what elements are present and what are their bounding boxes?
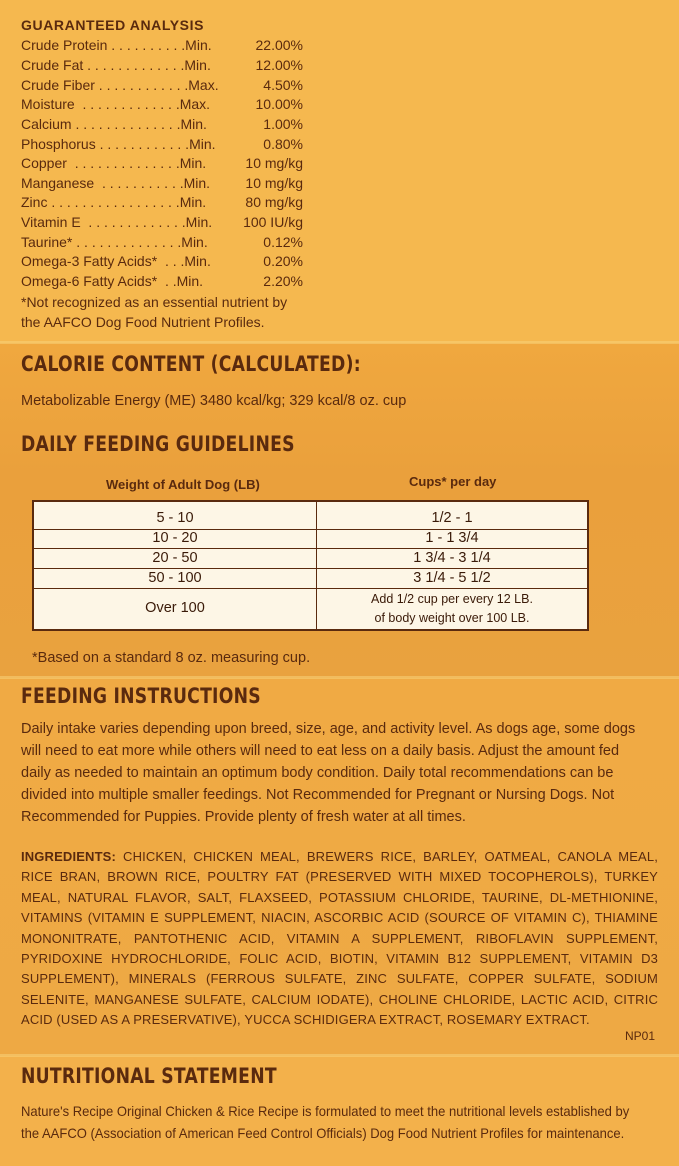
instruction-line: Recommended for Puppies. Provide plenty of fresh water at all times.: [21, 809, 466, 825]
product-code: NP01: [624, 1029, 655, 1043]
weight-cell: Over 100: [145, 600, 205, 616]
analysis-value: 80 mg/kg: [245, 194, 303, 210]
weight-cell: 20 - 50: [152, 550, 198, 566]
analysis-row: [21, 96, 311, 116]
analysis-row: [21, 194, 311, 214]
measuring-cup-footnote: *Based on a standard 8 oz. measuring cup.: [32, 650, 311, 666]
analysis-value: 10 mg/kg: [245, 155, 303, 171]
cups-cell-line: of body weight over 100 LB.: [374, 611, 530, 625]
analysis-label: Taurine* . . . . . . . . . . . . . .Min.: [21, 234, 208, 250]
analysis-label: Phosphorus . . . . . . . . . . . .Min.: [21, 136, 216, 152]
weight-cell: 50 - 100: [148, 570, 202, 586]
cups-cell: 1/2 - 1: [431, 510, 473, 526]
analysis-label: Vitamin E . . . . . . . . . . . . .Min.: [21, 214, 213, 230]
statement-line: Nature's Recipe Original Chicken & Rice Recipe is formulated to meet the nutritional levels established by: [21, 1103, 630, 1119]
analysis-row: [21, 57, 311, 77]
metabolizable-energy-text: Metabolizable Energy (ME) 3480 kcal/kg; 329 kcal/8 oz. cup: [21, 393, 407, 409]
section-divider: [0, 676, 679, 679]
analysis-value: 1.00%: [263, 116, 303, 132]
analysis-value: 10 mg/kg: [245, 175, 303, 191]
footnote-line: *Not recognized as an essential nutrient by: [21, 294, 288, 310]
analysis-label: Moisture . . . . . . . . . . . . .Max.: [21, 96, 211, 112]
analysis-footnote: [21, 292, 321, 332]
analysis-value: 2.20%: [263, 273, 303, 289]
analysis-value: 0.80%: [263, 136, 303, 152]
analysis-row: [21, 37, 311, 57]
analysis-label: Zinc . . . . . . . . . . . . . . . . .Min.: [21, 194, 207, 210]
analysis-row: [21, 116, 311, 136]
section-divider: [0, 341, 679, 344]
analysis-value: 22.00%: [255, 37, 303, 53]
analysis-row: [21, 155, 311, 175]
ingredients-block: [21, 847, 658, 1031]
weight-column-header: Weight of Adult Dog (LB): [106, 477, 260, 492]
analysis-label: Calcium . . . . . . . . . . . . . .Min.: [21, 116, 207, 132]
feeding-guidelines-heading: DAILY FEEDING GUIDELINES: [21, 432, 295, 456]
instruction-line: divided into multiple smaller feedings. Not Recommended for Pregnant or Nursing Dogs. Not: [21, 787, 615, 803]
analysis-label: Copper . . . . . . . . . . . . . .Min.: [21, 155, 207, 171]
analysis-value: 100 IU/kg: [243, 214, 303, 230]
table-divider: [34, 568, 587, 569]
footnote-line: the AAFCO Dog Food Nutrient Profiles.: [21, 314, 265, 330]
analysis-value: 0.20%: [263, 253, 303, 269]
analysis-value: 0.12%: [263, 234, 303, 250]
feeding-instructions-text: [21, 718, 661, 828]
analysis-label: Omega-6 Fatty Acids* . .Min.: [21, 273, 204, 289]
calorie-heading: CALORIE CONTENT (CALCULATED):: [21, 352, 361, 376]
analysis-row: [21, 175, 311, 195]
analysis-label: Crude Fiber . . . . . . . . . . . .Max.: [21, 77, 219, 93]
feeding-table: [32, 500, 589, 631]
weight-cell: 5 - 10: [156, 510, 194, 526]
ingredients-text: CHICKEN, CHICKEN MEAL, BREWERS RICE, BARLEY, OATMEAL, CANOLA MEAL, RICE BRAN, BROWN RICE, POULTRY FAT (PRESERVED WITH MIXED TOCOPHEROLS), TURKEY MEAL, NATURAL FLAVOR, SALT, FLAXSEED, POTASSIUM CHLORIDE, TAURINE, DL-METHIONINE, VITAMINS (VITAMIN E SUPPLEMENT, NIACIN, ASCORBIC ACID (SOURCE OF VITAMIN C), THIAMINE MONONITRATE, PANTOTHENIC ACID, VITAMIN A SUPPLEMENT, RIBOFLAVIN SUPPLEMENT, PYRIDOXINE HYDROCHLORIDE, FOLIC ACID, BIOTIN, VITAMIN B12 SUPPLEMENT, VITAMIN D3 SUPPLEMENT), MINERALS (FERROUS SULFATE, ZINC SULFATE, COPPER SULFATE, SODIUM SELENITE, MANGANESE SULFATE, CALCIUM IODATE), CHOLINE CHLORIDE, LACTIC ACID, CITRIC ACID (USED AS A PRESERVATIVE), YUCCA SCHIDIGERA EXTRACT, ROSEMARY EXTRACT.: [21, 849, 658, 1028]
cups-cell: 1 - 1 3/4: [425, 530, 479, 546]
cups-cell: [317, 590, 587, 628]
nutritional-statement-heading: NUTRITIONAL STATEMENT: [21, 1064, 277, 1088]
instruction-line: daily as needed to maintain an optimum body condition. Daily total recommendations can be: [21, 765, 614, 781]
analysis-row: [21, 234, 311, 254]
cups-cell-line: Add 1/2 cup per every 12 LB.: [371, 592, 533, 606]
analysis-row: [21, 214, 311, 234]
analysis-label: Crude Protein . . . . . . . . . .Min.: [21, 37, 212, 53]
cups-cell: 1 3/4 - 3 1/4: [413, 550, 491, 566]
cups-column-header: Cups* per day: [409, 474, 497, 489]
analysis-row: [21, 77, 311, 97]
ingredients-label: INGREDIENTS:: [21, 849, 116, 864]
analysis-value: 4.50%: [263, 77, 303, 93]
analysis-row: [21, 136, 311, 156]
instruction-line: will need to eat more while others will need to eat less on a daily basis. Adjust the amount fed: [21, 743, 620, 759]
section-divider: [0, 1054, 679, 1057]
statement-line: the AAFCO (Association of American Feed Control Officials) Dog Food Nutrient Profiles for maintenance.: [21, 1125, 625, 1141]
analysis-label: Omega-3 Fatty Acids* . . .Min.: [21, 253, 211, 269]
analysis-row: [21, 273, 311, 293]
feeding-instructions-heading: FEEDING INSTRUCTIONS: [21, 684, 261, 708]
analysis-value: 10.00%: [255, 96, 303, 112]
instruction-line: Daily intake varies depending upon breed, size, age, and activity level. As dogs age, some dogs: [21, 721, 636, 737]
analysis-row: [21, 253, 311, 273]
cups-cell: 3 1/4 - 5 1/2: [413, 570, 491, 586]
table-divider: [34, 588, 587, 589]
guaranteed-analysis-title: GUARANTEED ANALYSIS: [21, 17, 205, 33]
analysis-value: 12.00%: [255, 57, 303, 73]
table-divider: [34, 548, 587, 549]
nutritional-statement-text: [21, 1100, 672, 1144]
weight-cell: 10 - 20: [152, 530, 198, 546]
analysis-label: Crude Fat . . . . . . . . . . . . .Min.: [21, 57, 211, 73]
analysis-label: Manganese . . . . . . . . . . .Min.: [21, 175, 211, 191]
